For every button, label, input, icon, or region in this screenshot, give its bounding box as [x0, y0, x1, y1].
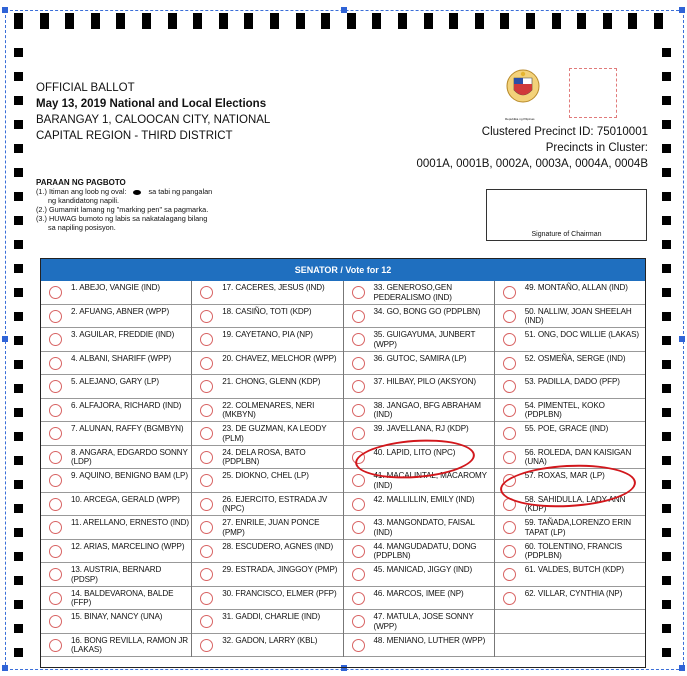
vote-oval[interactable]	[352, 357, 365, 370]
senator-ballot-table	[40, 258, 646, 668]
election-name: May 13, 2019 National and Local Elections	[36, 98, 267, 110]
vote-oval[interactable]	[49, 615, 62, 628]
candidate-name: 27. ENRILE, JUAN PONCE (PMP)	[222, 518, 320, 537]
candidate-name: 51. ONG, DOC WILLIE (LAKAS)	[524, 330, 639, 339]
candidate-cell	[192, 610, 342, 634]
candidate-name: 46. MARCOS, IMEE (NP)	[373, 588, 464, 598]
vote-oval[interactable]	[49, 404, 62, 417]
candidate-name: 37. HILBAY, PILO (AKSYON)	[373, 377, 476, 386]
candidate-name: 18. CASIÑO, TOTI (KDP)	[222, 306, 312, 316]
candidate-name: 48. MENIANO, LUTHER (WPP)	[373, 635, 486, 645]
candidate-name: 9. AQUINO, BENIGNO BAM (LP)	[71, 471, 188, 480]
vote-oval[interactable]	[503, 333, 516, 346]
candidate-name: 24. DELA ROSA, BATO (PDPLBN)	[222, 447, 306, 466]
timing-mark	[296, 13, 305, 29]
candidate-name: 30. FRANCISCO, ELMER (PFP)	[222, 588, 337, 598]
vote-oval[interactable]	[503, 310, 516, 323]
candidate-cell	[41, 469, 191, 493]
timing-mark	[662, 48, 671, 57]
timing-mark	[662, 120, 671, 129]
timing-mark	[662, 192, 671, 201]
candidate-name: 56. ROLEDA, DAN KAISIGAN (UNA)	[524, 447, 632, 466]
vote-oval[interactable]	[352, 333, 365, 346]
vote-oval[interactable]	[200, 568, 213, 581]
candidate-name: 12. ARIAS, MARCELINO (WPP)	[71, 541, 185, 551]
timing-mark	[14, 432, 23, 441]
candidate-name: 10. ARCEGA, GERALD (WPP)	[71, 494, 180, 504]
candidate-name: 25. DIOKNO, CHEL (LP)	[222, 471, 309, 480]
seal-caption: Republika ng Pilipinas	[505, 117, 535, 121]
candidate-cell	[41, 634, 191, 658]
timing-mark	[398, 13, 407, 29]
candidate-cell	[41, 587, 191, 611]
timing-mark	[14, 576, 23, 585]
vote-oval[interactable]	[200, 333, 213, 346]
timing-mark	[14, 336, 23, 345]
timing-mark	[662, 528, 671, 537]
vote-oval[interactable]	[200, 474, 213, 487]
candidate-column	[192, 281, 343, 657]
vote-oval[interactable]	[49, 451, 62, 464]
vote-oval[interactable]	[503, 568, 516, 581]
candidate-name: 17. CACERES, JESUS (IND)	[222, 283, 325, 292]
instruction-step-1	[36, 187, 236, 196]
vote-oval[interactable]	[352, 521, 365, 534]
timing-mark	[662, 408, 671, 417]
candidate-name: 47. MATULA, JOSE SONNY (WPP)	[373, 612, 474, 631]
candidate-cell	[495, 563, 645, 587]
candidate-cell	[344, 399, 494, 423]
timing-mark	[14, 600, 23, 609]
vote-oval[interactable]	[200, 310, 213, 323]
vote-oval[interactable]	[200, 615, 213, 628]
candidate-cell	[495, 540, 645, 564]
candidate-cell	[192, 352, 342, 376]
vote-oval[interactable]	[49, 592, 62, 605]
candidate-name: 7. ALUNAN, RAFFY (BGMBYN)	[71, 424, 184, 433]
vote-oval[interactable]	[503, 545, 516, 558]
vote-oval[interactable]	[503, 404, 516, 417]
timing-mark	[526, 13, 535, 29]
candidate-name: 1. ABEJO, VANGIE (IND)	[71, 283, 160, 292]
candidate-cell	[41, 493, 191, 517]
candidate-name: 14. BALDEVARONA, BALDE (FFP)	[71, 588, 174, 607]
candidate-cell	[495, 634, 645, 658]
candidate-name: 52. OSMEÑA, SERGE (IND)	[524, 353, 626, 363]
timing-mark	[14, 288, 23, 297]
timing-mark	[662, 504, 671, 513]
timing-mark	[14, 13, 23, 29]
precincts-in-cluster-label: Precincts in Cluster:	[545, 142, 648, 154]
vote-oval[interactable]	[352, 639, 365, 652]
timing-mark	[65, 13, 74, 29]
stamp-box	[569, 68, 617, 118]
vote-oval[interactable]	[49, 521, 62, 534]
instruction-step-1b: sa tabi ng pangalan	[148, 187, 213, 196]
candidate-name: 42. MALLILLIN, EMILY (IND)	[373, 494, 475, 504]
instruction-step-3b: sa napiling posisyon.	[48, 223, 116, 232]
timing-mark	[14, 120, 23, 129]
candidate-name: 59. TAÑADA,LORENZO ERIN TAPAT (LP)	[524, 518, 631, 537]
candidate-cell	[344, 328, 494, 352]
timing-mark	[14, 624, 23, 633]
timing-mark	[116, 13, 125, 29]
timing-mark	[662, 144, 671, 153]
candidate-cell	[344, 305, 494, 329]
timing-mark	[372, 13, 381, 29]
candidate-cell	[495, 587, 645, 611]
timing-mark	[219, 13, 228, 29]
candidate-name: 61. VALDES, BUTCH (KDP)	[524, 565, 624, 574]
candidate-name: 13. AUSTRIA, BERNARD (PDSP)	[71, 565, 162, 584]
vote-oval[interactable]	[49, 380, 62, 393]
timing-mark	[662, 216, 671, 225]
candidate-cell	[192, 422, 342, 446]
vote-oval[interactable]	[352, 286, 365, 299]
candidate-name: 40. LAPID, LITO (NPC)	[373, 447, 456, 457]
timing-mark	[142, 13, 151, 29]
vote-oval[interactable]	[49, 545, 62, 558]
candidate-cell	[344, 352, 494, 376]
timing-mark	[168, 13, 177, 29]
timing-mark	[193, 13, 202, 29]
candidate-cell	[41, 399, 191, 423]
timing-mark	[662, 480, 671, 489]
candidate-cell	[344, 634, 494, 658]
timing-mark	[662, 624, 671, 633]
resize-handle-bottom-right[interactable]	[679, 665, 685, 671]
timing-mark	[14, 408, 23, 417]
vote-oval[interactable]	[200, 545, 213, 558]
candidate-name: 33. GENEROSO,GEN PEDERALISMO (IND)	[373, 283, 452, 302]
candidate-cell	[41, 281, 191, 305]
instruction-step-1a: (1.) Itiman ang loob ng oval:	[36, 187, 127, 196]
timing-mark	[475, 13, 484, 29]
candidate-cell	[344, 375, 494, 399]
vote-oval[interactable]	[49, 568, 62, 581]
candidate-cell	[41, 422, 191, 446]
vote-oval[interactable]	[49, 639, 62, 652]
ballot-header	[36, 80, 270, 144]
timing-mark	[270, 13, 279, 29]
timing-mark	[424, 13, 433, 29]
timing-mark	[14, 480, 23, 489]
timing-mark	[14, 216, 23, 225]
candidate-cell	[192, 328, 342, 352]
candidate-column	[41, 281, 192, 657]
candidate-cell	[192, 305, 342, 329]
vote-oval[interactable]	[352, 545, 365, 558]
candidate-cell	[192, 399, 342, 423]
candidate-cell	[495, 399, 645, 423]
candidate-name: 26. EJERCITO, ESTRADA JV (NPC)	[222, 494, 328, 513]
candidate-cell	[192, 587, 342, 611]
candidate-cell	[41, 516, 191, 540]
timing-mark	[603, 13, 612, 29]
vote-oval[interactable]	[352, 380, 365, 393]
timing-mark	[654, 13, 663, 29]
timing-mark	[14, 312, 23, 321]
candidate-cell	[192, 563, 342, 587]
timing-mark	[449, 13, 458, 29]
timing-mark	[662, 576, 671, 585]
vote-oval[interactable]	[352, 498, 365, 511]
candidate-name: 49. MONTAÑO, ALLAN (IND)	[524, 283, 628, 292]
candidate-name: 45. MANICAD, JIGGY (IND)	[373, 565, 473, 574]
candidate-name: 53. PADILLA, DADO (PFP)	[524, 377, 620, 386]
candidate-cell	[344, 281, 494, 305]
candidate-name: 31. GADDI, CHARLIE (IND)	[222, 612, 321, 621]
timing-mark	[662, 648, 671, 657]
vote-oval[interactable]	[200, 639, 213, 652]
candidate-cell	[192, 446, 342, 470]
vote-oval[interactable]	[503, 521, 516, 534]
vote-oval[interactable]	[49, 427, 62, 440]
vote-oval[interactable]	[503, 427, 516, 440]
precinct-info	[417, 124, 648, 172]
timing-mark	[14, 168, 23, 177]
timing-mark	[14, 192, 23, 201]
candidate-name: 55. POE, GRACE (IND)	[524, 424, 609, 433]
candidate-name: 11. ARELLANO, ERNESTO (IND)	[71, 518, 189, 527]
candidate-name: 2. AFUANG, ABNER (WPP)	[71, 306, 170, 316]
vote-oval[interactable]	[200, 427, 213, 440]
vote-oval[interactable]	[200, 357, 213, 370]
candidate-name: 41. MACALINTAL, MACAROMY (IND)	[373, 471, 487, 490]
precinct-list: 0001A, 0001B, 0002A, 0003A, 0004A, 0004B	[416, 158, 648, 170]
candidate-cell	[344, 540, 494, 564]
timing-mark	[244, 13, 253, 29]
candidate-cell	[192, 540, 342, 564]
candidate-cell	[192, 281, 342, 305]
candidate-cell	[344, 587, 494, 611]
vote-oval[interactable]	[503, 592, 516, 605]
voting-instructions	[36, 178, 236, 232]
vote-oval[interactable]	[200, 286, 213, 299]
candidate-name: 43. MANGONDATO, FAISAL (IND)	[373, 518, 475, 537]
chairman-signature-box	[486, 189, 647, 241]
timing-mark	[662, 360, 671, 369]
timing-mark	[662, 168, 671, 177]
candidate-cell	[495, 610, 645, 634]
candidate-name: 44. MANGUDADATU, DONG (PDPLBN)	[373, 541, 477, 560]
vote-oval[interactable]	[503, 286, 516, 299]
vote-oval[interactable]	[352, 310, 365, 323]
candidate-name: 54. PIMENTEL, KOKO (PDPLBN)	[524, 400, 605, 419]
vote-oval[interactable]	[200, 498, 213, 511]
timing-mark	[500, 13, 509, 29]
timing-mark	[14, 264, 23, 273]
candidate-name: 60. TOLENTINO, FRANCIS (PDPLBN)	[524, 541, 623, 560]
signature-label: Signature of Chairman	[531, 231, 602, 238]
vote-oval[interactable]	[200, 380, 213, 393]
candidate-name: 34. GO, BONG GO (PDPLBN)	[373, 306, 481, 316]
timing-mark	[662, 312, 671, 321]
candidate-name: 23. DE GUZMAN, KA LEODY (PLM)	[222, 424, 327, 443]
philippine-seal-icon	[505, 68, 541, 121]
vote-oval[interactable]	[200, 451, 213, 464]
candidate-cell	[495, 352, 645, 376]
candidate-name: 6. ALFAJORA, RICHARD (IND)	[71, 400, 182, 410]
vote-oval[interactable]	[352, 474, 365, 487]
candidate-name: 3. AGUILAR, FREDDIE (IND)	[71, 330, 175, 339]
vote-oval[interactable]	[200, 592, 213, 605]
instructions-title: PARAAN NG PAGBOTO	[36, 178, 126, 187]
resize-handle-top-right[interactable]	[679, 7, 685, 13]
candidate-name: 29. ESTRADA, JINGGOY (PMP)	[222, 565, 338, 574]
vote-oval[interactable]	[503, 451, 516, 464]
timing-mark	[14, 456, 23, 465]
timing-mark	[552, 13, 561, 29]
candidate-name: 20. CHAVEZ, MELCHOR (WPP)	[222, 353, 337, 363]
candidate-name: 39. JAVELLANA, RJ (KDP)	[373, 424, 469, 433]
candidate-cell	[495, 516, 645, 540]
candidate-name: 8. ANGARA, EDGARDO SONNY (LDP)	[71, 447, 188, 466]
vote-oval[interactable]	[49, 498, 62, 511]
candidate-cell	[41, 446, 191, 470]
location-line-2: CAPITAL REGION - THIRD DISTRICT	[36, 130, 233, 142]
candidate-cell	[192, 634, 342, 658]
candidate-name: 38. JANGAO, BFG ABRAHAM (IND)	[373, 400, 481, 419]
vote-oval[interactable]	[352, 404, 365, 417]
timing-mark	[662, 336, 671, 345]
instruction-step-1c: ng kandidatong napili.	[48, 196, 119, 205]
candidate-name: 35. GUIGAYUMA, JUNBERT (WPP)	[373, 330, 476, 349]
timing-mark	[14, 552, 23, 561]
vote-oval[interactable]	[352, 615, 365, 628]
timing-mark	[14, 144, 23, 153]
timing-mark	[662, 240, 671, 249]
candidate-name: 62. VILLAR, CYNTHIA (NP)	[524, 588, 623, 598]
candidate-name: 21. CHONG, GLENN (KDP)	[222, 377, 321, 386]
candidate-name: 22. COLMENARES, NERI (MKBYN)	[222, 400, 315, 419]
vote-oval[interactable]	[352, 427, 365, 440]
candidate-cell	[344, 493, 494, 517]
candidate-cell	[192, 493, 342, 517]
candidate-name: 50. NALLIW, JOAN SHEELAH (IND)	[524, 306, 632, 325]
vote-oval[interactable]	[49, 310, 62, 323]
timing-mark	[662, 384, 671, 393]
candidate-cell	[41, 352, 191, 376]
vote-oval[interactable]	[49, 474, 62, 487]
vote-oval[interactable]	[503, 380, 516, 393]
candidate-cell	[495, 305, 645, 329]
timing-mark	[14, 528, 23, 537]
candidate-cell	[41, 375, 191, 399]
candidate-cell	[344, 516, 494, 540]
timing-mark	[628, 13, 637, 29]
timing-mark	[14, 48, 23, 57]
candidate-name: 28. ESCUDERO, AGNES (IND)	[222, 541, 334, 551]
candidate-name: 15. BINAY, NANCY (UNA)	[71, 612, 163, 621]
candidate-cell	[192, 469, 342, 493]
senator-heading: SENATOR / Vote for 12	[41, 259, 645, 281]
candidate-name: 5. ALEJANO, GARY (LP)	[71, 377, 160, 386]
candidate-cell	[495, 328, 645, 352]
vote-oval[interactable]	[200, 521, 213, 534]
resize-handle-middle-left[interactable]	[2, 336, 8, 342]
timing-mark	[14, 648, 23, 657]
vote-oval[interactable]	[352, 592, 365, 605]
timing-mark	[14, 72, 23, 81]
ballot-title: OFFICIAL BALLOT	[36, 82, 135, 94]
candidate-cell	[495, 281, 645, 305]
candidate-cell	[41, 305, 191, 329]
resize-handle-middle-right[interactable]	[679, 336, 685, 342]
instruction-step-2: (2.) Gumamit lamang ng "marking pen" sa pagmarka.	[36, 205, 209, 214]
resize-handle-top-left[interactable]	[2, 7, 8, 13]
timing-mark	[14, 240, 23, 249]
timing-mark	[662, 288, 671, 297]
candidate-name: 57. ROXAS, MAR (LP)	[524, 471, 605, 480]
candidate-cell	[41, 328, 191, 352]
candidate-name: 4. ALBANI, SHARIFF (WPP)	[71, 353, 172, 363]
candidate-name: 16. BONG REVILLA, RAMON JR (LAKAS)	[71, 635, 189, 654]
timing-mark	[321, 13, 330, 29]
candidate-cell	[41, 563, 191, 587]
timing-mark	[662, 456, 671, 465]
vote-oval[interactable]	[49, 333, 62, 346]
candidate-cell	[344, 610, 494, 634]
candidate-name: 36. GUTOC, SAMIRA (LP)	[373, 353, 467, 363]
timing-mark	[662, 96, 671, 105]
candidate-name: 19. CAYETANO, PIA (NP)	[222, 330, 313, 339]
candidate-cell	[344, 563, 494, 587]
resize-handle-bottom-left[interactable]	[2, 665, 8, 671]
timing-mark	[577, 13, 586, 29]
timing-mark	[14, 504, 23, 513]
vote-oval[interactable]	[49, 286, 62, 299]
timing-mark	[662, 264, 671, 273]
candidate-cell	[495, 375, 645, 399]
location-line-1: BARANGAY 1, CALOOCAN CITY, NATIONAL	[36, 114, 271, 126]
candidate-name: 32. GADON, LARRY (KBL)	[222, 635, 318, 645]
timing-mark	[662, 600, 671, 609]
candidate-cell	[192, 375, 342, 399]
vote-oval[interactable]	[200, 404, 213, 417]
timing-mark	[347, 13, 356, 29]
vote-oval[interactable]	[503, 357, 516, 370]
timing-mark	[662, 72, 671, 81]
instruction-step-3a: (3.) HUWAG bumoto ng labis sa nakatalagang bilang	[36, 214, 208, 223]
candidate-cell	[41, 610, 191, 634]
candidate-cell	[41, 540, 191, 564]
timing-mark	[14, 384, 23, 393]
filled-oval-icon	[133, 190, 141, 195]
timing-mark	[14, 360, 23, 369]
timing-mark	[91, 13, 100, 29]
timing-mark	[662, 552, 671, 561]
candidate-cell	[495, 422, 645, 446]
timing-mark	[14, 96, 23, 105]
clustered-precinct-id: Clustered Precinct ID: 75010001	[481, 126, 648, 138]
vote-oval[interactable]	[49, 357, 62, 370]
timing-mark	[40, 13, 49, 29]
vote-oval[interactable]	[352, 568, 365, 581]
candidate-cell	[192, 516, 342, 540]
candidate-name: 58. SAHIDULLA, LADY ANN (KDP)	[524, 494, 626, 513]
timing-mark	[662, 432, 671, 441]
